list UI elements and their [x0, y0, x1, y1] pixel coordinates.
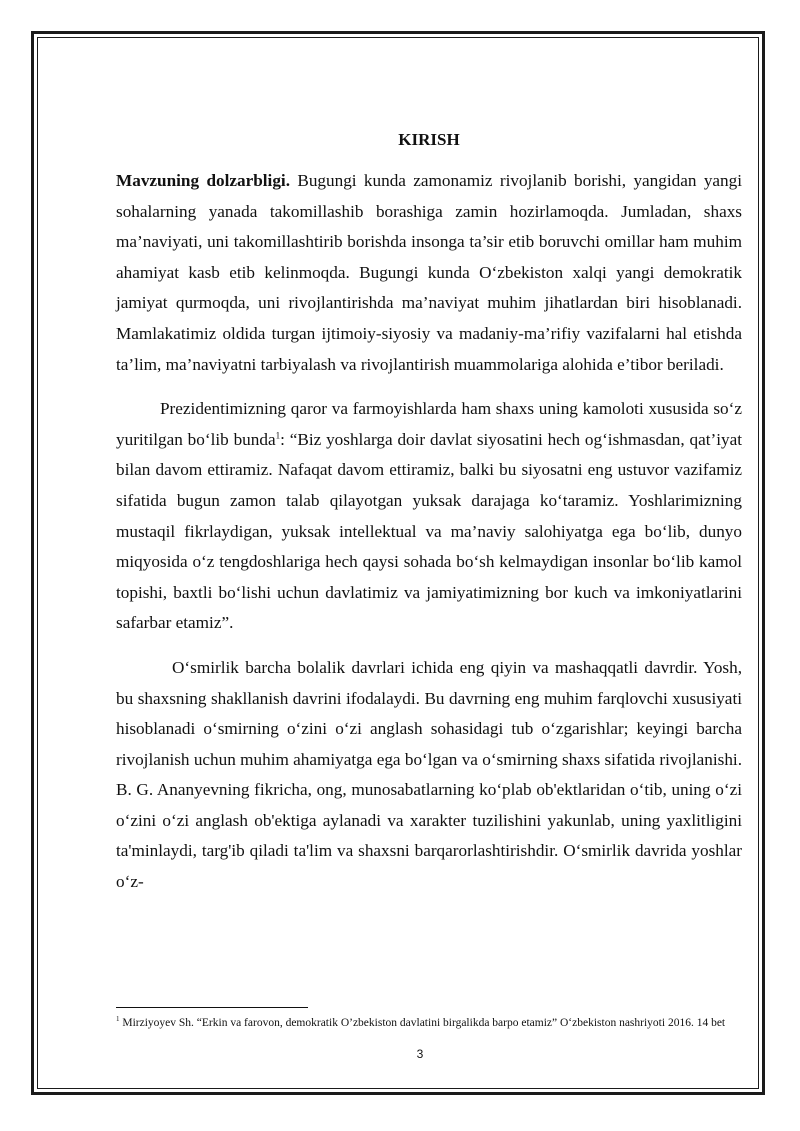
footnote-text: Mirziyoyev Sh. “Erkin va farovon, demokratik O’zbekiston davlatini birgalikda barpo etamiz” O‘zbekiston nashriyoti 2016. 14 bet: [119, 1017, 726, 1029]
paragraph-president: [116, 394, 742, 639]
document-body: [116, 127, 742, 898]
paragraph-text-before-ref: Prezidentimizning qaror va farmoyishlarda ham shaxs uning kamoloti xususida so‘z yuritilgan bo‘lib bunda: [116, 399, 742, 449]
paragraph-lead: Mavzuning dolzarbligi.: [116, 171, 290, 190]
paragraph-adolescence: O‘smirlik barcha bolalik davrlari ichida eng qiyin va mashaqqatli davrdir. Yosh, bu shaxsning shakllanish davrini ifodalaydi. Bu davrning eng muhim farqlovchi xususiyati hisoblanadi o‘smirning o‘zini o‘zi anglash sohasidagi tub o‘zgarishlar; keyingi barcha rivojlanish uchun muhim ahamiyatga ega bo‘lgan va o‘smirning shaxs sifatida rivojlanishi. B. G. Ananyevning fikricha, ong, munosabatlarning ko‘plab ob'ektlaridan o‘tib, uning o‘zi o‘zini o‘zi anglash ob'ektiga aylanadi va xarakter tuzilishini yakunlab, uning yaxlitligini ta'minlaydi, targ'ib qiladi ta'lim va shaxsni barqarorlashtirishdir. O‘smirlik davrida yoshlar o‘z-: [116, 657, 742, 892]
footnote-separator: [116, 1007, 308, 1008]
paragraph-text-after-ref: : “Biz yoshlarga doir davlat siyosatini hech og‘ishmasdan, qat’iyat bilan davom ettiramiz. Nafaqat davom ettiramiz, balki bu siyosatni eng ustuvor vazifamiz sifatida bugun zamon talab qilayotgan yuksak darajaga ko‘taramiz. Yoshlarimizning mustaqil fikrlaydigan, yuksak intellektual va ma’naviy salohiyatga ega bo‘lib, dunyo miqyosida o‘z tengdoshlariga hech qaysi sohada bo‘sh kelmaydigan insonlar bo‘lib kamol topishi, baxtli bo‘lishi uchun davlatimiz va jamiyatimizning bor kuch va imkoniyatlarini safarbar etamiz”.: [116, 429, 743, 633]
footnote-reference[interactable]: 1: [275, 430, 281, 441]
footnote: [116, 1016, 742, 1030]
footnote-marker: 1: [116, 1015, 120, 1024]
paragraph-text: Bugungi kunda zamonamiz rivojlanib borishi, yangidan yangi sohalarning yanada takomillashib borashiga zamin hozirlamoqda. Jumladan, shaxs ma’naviyati, uni takomillashtirib borishda insonga ta’sir etib boruvchi omillar ham muhim ahamiyat kasb etib kelinmoqda. Bugungi kunda O‘zbekiston xalqi yangi demokratik jamiyat qurmoqda, uni rivojlantirishda ma’naviyat muhim jihatlardan biri hisoblanadi. Mamlakatimiz oldida turgan ijtimoiy-siyosiy va madaniy-ma’rifiy vazifalarni hal etishda ta’lim, ma’naviyatni tarbiyalash va rivojlantirish muammolariga alohida e’tibor beriladi.: [116, 171, 742, 374]
page-number: 3: [416, 1047, 424, 1061]
paragraph-relevance: [116, 166, 742, 380]
section-title: KIRISH: [398, 130, 460, 149]
